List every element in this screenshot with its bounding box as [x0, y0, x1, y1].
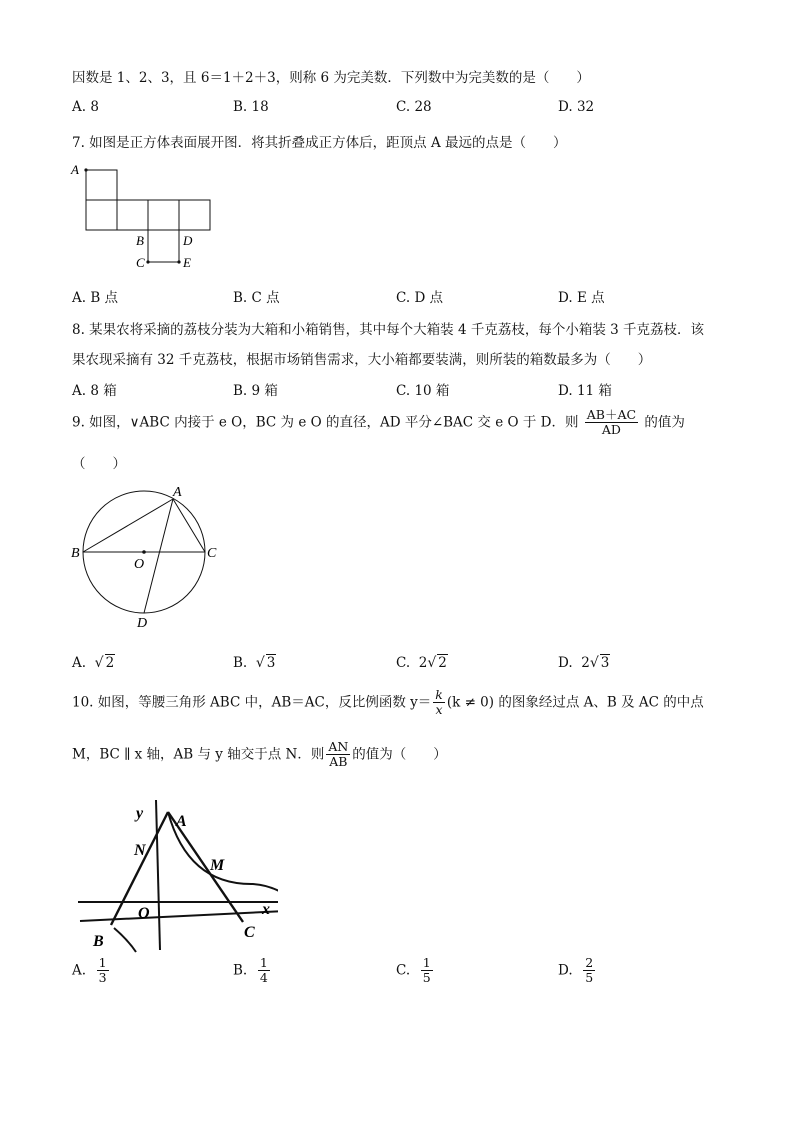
- q8-option-d: D. 11 箱: [558, 383, 612, 399]
- q9-option-c: C. 2√ 2: [396, 655, 447, 671]
- q6-stem: 因数是 1、2、3，且 6＝1＋2＋3，则称 6 为完美数．下列数中为完美数的是（ ）: [72, 70, 590, 86]
- label-x: x: [262, 901, 270, 918]
- label-m: M: [210, 857, 225, 874]
- label-a: A: [176, 813, 187, 830]
- q7-stem: 7. 如图是正方体表面展开图．将其折叠成正方体后，距顶点 A 最远的点是（ ）: [72, 135, 567, 151]
- triangle-figure: [78, 800, 278, 955]
- label-b: B: [93, 933, 104, 950]
- q6-option-d: D. 32: [558, 99, 595, 115]
- cube-net-figure: [66, 158, 226, 273]
- q10-option-c: C. $\frac{1}{5}$: [396, 955, 431, 986]
- label-b: B: [71, 546, 80, 561]
- q7-option-d: D. E 点: [558, 290, 605, 306]
- circle-figure: [66, 482, 226, 632]
- q9-option-d: D. 2√ 3: [558, 655, 610, 671]
- label-y: y: [136, 805, 144, 822]
- label-n: N: [134, 842, 146, 859]
- q8-option-c: C. 10 箱: [396, 383, 450, 399]
- label-d: D: [183, 233, 193, 248]
- q9-answer-paren: （ ）: [72, 456, 126, 472]
- k-over-x-fraction: $\frac{k}{x}$: [435, 687, 443, 718]
- q10-option-d: D. $\frac{2}{5}$: [558, 955, 594, 986]
- q9-option-b: B. √ 3: [233, 655, 276, 671]
- q7-option-b: B. C 点: [233, 290, 280, 306]
- q10-stem-line1: 10. 如图，等腰三角形 ABC 中，AB＝AC，反比例函数 y＝ $\frac{k}{x}$ (k ≠ 0) 的图象经过点 A、B 及 AC 的中点: [72, 687, 704, 718]
- q6-option-b: B. 18: [233, 99, 269, 115]
- q9-stem: 9. 如图，∨ABC 内接于 e O，BC 为 e O 的直径，AD 平分∠BAC 交 e O 于 D．则 $\frac{AB+AC}{AD}$ 的值为: [72, 407, 685, 438]
- q6-option-a: A. 8: [72, 99, 99, 115]
- q10-option-b: B. $\frac{1}{4}$: [233, 955, 268, 986]
- label-e: E: [183, 255, 191, 270]
- q9-fraction: $\frac{AB+AC}{AD}$: [586, 407, 637, 438]
- label-c: C: [244, 924, 255, 941]
- q6-option-c: C. 28: [396, 99, 432, 115]
- q7-option-c: C. D 点: [396, 290, 444, 306]
- q10-stem-line2: M，BC ∥ x 轴，AB 与 y 轴交于点 N．则 $\frac{AN}{AB}$ 的值为（ ）: [72, 739, 447, 770]
- label-a: A: [173, 485, 182, 500]
- q8-option-a: A. 8 箱: [72, 383, 117, 399]
- label-d: D: [137, 616, 148, 631]
- q8-option-b: B. 9 箱: [233, 383, 278, 399]
- label-b: B: [136, 233, 144, 248]
- q9-option-a: A. √ 2: [72, 655, 115, 671]
- q8-stem-line2: 果农现采摘有 32 千克荔枝，根据市场销售需求，大小箱都要装满，则所装的箱数最多为（ ）: [72, 352, 652, 368]
- label-c: C: [136, 255, 145, 270]
- q10-option-a: A. $\frac{1}{3}$: [72, 955, 107, 986]
- q7-option-a: A. B 点: [72, 290, 119, 306]
- q10-fraction: $\frac{AN}{AB}$: [328, 739, 349, 770]
- label-o: O: [138, 905, 150, 922]
- label-c: C: [207, 546, 217, 561]
- label-a: A: [71, 162, 79, 177]
- label-o: O: [134, 557, 145, 572]
- q8-stem-line1: 8. 某果农将采摘的荔枝分装为大箱和小箱销售，其中每个大箱装 4 千克荔枝，每个小箱装 3 千克荔枝．该: [72, 322, 705, 338]
